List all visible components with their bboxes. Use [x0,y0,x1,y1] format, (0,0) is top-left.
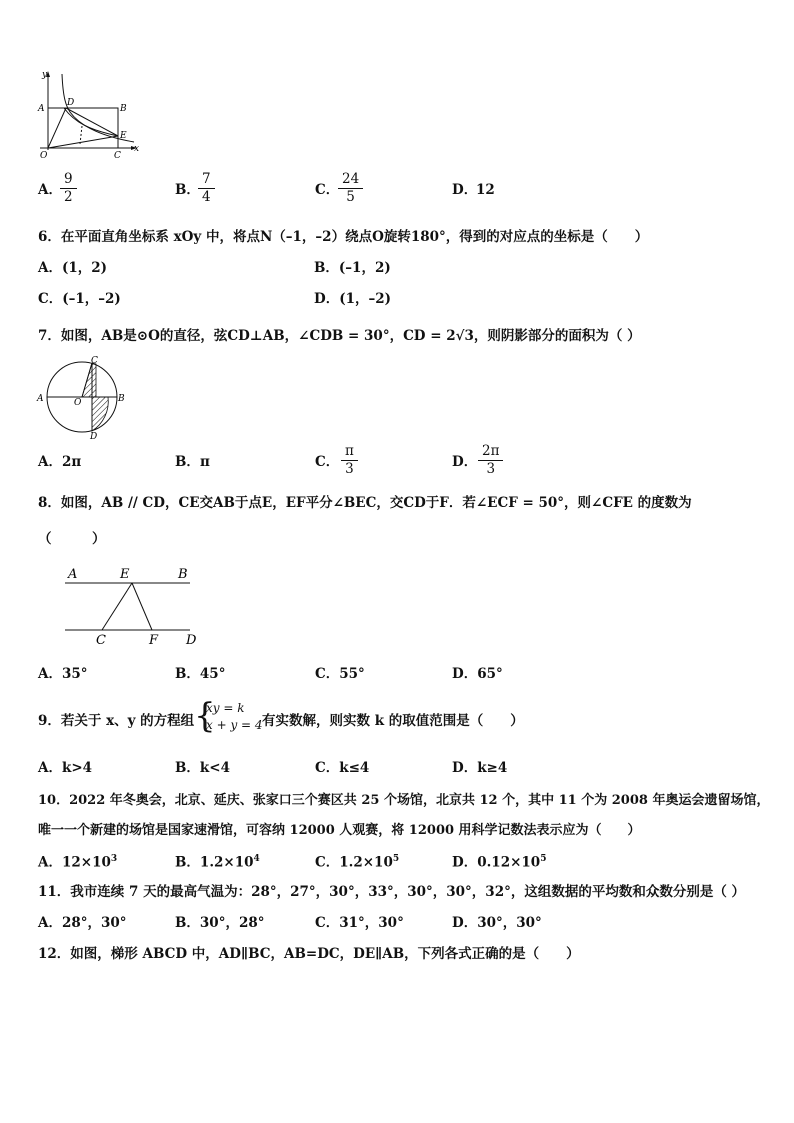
option-letter: A． [38,854,62,871]
q8-label-C: C [96,633,106,648]
q5-label-O: O [40,151,48,161]
q7-shaded-lower [92,397,108,431]
q5-label-A: A [38,104,45,114]
q9-stem-pre: 9．若关于 x、y 的方程组 [38,713,195,729]
denominator: 5 [346,188,355,205]
denominator: 3 [486,460,496,477]
q10-option-c [315,855,399,870]
q7-option-c-fraction [343,444,356,477]
q11-option-b: B．30°，28° [175,915,265,931]
q5-label-B: B [120,104,127,114]
q6-option-c: C．(–1，–2) [38,291,121,307]
q9-equation-system [206,700,263,735]
q7-option-a-label: A． [38,454,62,470]
q7-label-C: C [91,356,98,366]
q9-option-b: B．k<4 [175,760,230,776]
q10-option-a [38,855,117,870]
q10-option-d [452,855,546,870]
q10-stem-line-2: 唯一一个新建的场馆是国家速滑馆，可容纳 12000 人观赛，将 12000 用科学记数法表示应为（ ） [38,823,641,838]
option-base: 12×10 [61,854,111,871]
option-exponent: 5 [540,854,547,864]
q8-segment-ce [102,583,132,630]
q5-label-C: C [114,151,121,161]
q7-label-B: B [118,394,125,404]
q8-option-c: C．55° [315,666,365,682]
q9-equation-1: xy = k [206,701,245,715]
q9-equation-2: x + y = 4 [206,718,263,733]
q6-option-d: D．(1，–2) [314,291,392,307]
q7-shaded-upper [82,363,96,397]
q5-option-a-label: A． [38,182,62,198]
q8-label-D: D [186,633,197,648]
q9-stem-post: 有实数解，则实数 k 的取值范围是（ ） [262,713,524,729]
q5-option-d-text: 12 [476,182,495,198]
option-exponent: 3 [110,854,118,864]
denominator: 4 [202,188,211,205]
denominator: 2 [64,188,73,205]
numerator: 7 [202,171,211,187]
option-exponent: 4 [253,854,260,864]
q6-option-b: B．(–1，2) [314,260,391,276]
q7-figure [34,355,129,440]
q8-option-d: D．65° [452,666,503,682]
q9-option-a: A．k>4 [38,760,93,776]
q8-label-B: B [178,567,188,582]
denominator: 3 [345,460,354,477]
q9-brace: { [194,696,216,736]
q7-option-c-label: C． [315,454,340,470]
numerator: π [345,443,354,459]
q5-option-b-label: B． [175,182,200,198]
q7-option-b-label: B． [175,454,200,470]
q8-label-A: A [68,567,78,582]
q5-label-y: y [42,70,48,80]
q5-label-E: E [120,131,127,141]
q8-label-E: E [120,567,130,582]
q5-option-a-fraction [62,172,75,205]
option-letter: D． [452,854,478,871]
option-base: 1.2×10 [199,854,254,871]
q8-option-b: B．45° [175,666,226,682]
q8-paren: （ ） [38,531,106,547]
q12-stem: 12．如图，梯形 ABCD 中，AD∥BC，AB=DC，DE∥AB，下列各式正确的是（ ） [38,946,580,962]
q5-option-c-label: C． [315,182,340,198]
option-letter: C． [315,854,340,871]
q7-option-b-text: π [200,454,210,470]
numerator: 2π [482,443,500,459]
q5-label-D: D [67,98,75,108]
q5-option-b-fraction [200,172,213,205]
q10-stem-line-1: 10．2022 年冬奥会，北京、延庆、张家口三个赛区共 25 个场馆，北京共 12 个，其中 11 个为 2008 年奥运会遗留场馆， [38,793,770,808]
q5-option-d-label: D． [452,182,478,198]
q8-label-F: F [149,633,159,648]
numerator: 24 [342,171,360,187]
q10-option-b [175,855,260,870]
q7-option-d-label: D． [452,454,478,470]
q8-figure [60,562,205,652]
q6-stem: 6．在平面直角坐标系 xOy 中，将点N（–1，–2）绕点O旋转180°，得到的对应点的坐标是（ ） [38,229,649,245]
q9-option-c: C．k≤4 [315,760,370,776]
q7-option-d-fraction [480,444,501,477]
q7-stem: 7．如图，AB是⊙O的直径，弦CD⊥AB，∠CDB = 30°，CD = 2√3，则阴影部分的面积为（ ） [38,328,641,344]
option-exponent: 5 [392,854,400,864]
numerator: 9 [64,171,73,187]
q11-option-c: C．31°，30° [315,915,404,931]
q8-option-a: A．35° [38,666,88,682]
q6-option-a: A．(1，2) [38,260,108,276]
q11-option-a: A．28°，30° [38,915,127,931]
option-letter: B． [175,854,200,871]
option-base: 1.2×10 [339,854,393,871]
q7-option-a-text: 2π [62,454,82,470]
q7-label-A: A [37,394,44,404]
q11-stem: 11．我市连续 7 天的最高气温为：28°，27°，30°，33°，30°，30°，32°，这组数据的平均数和众数分别是（ ） [38,884,746,900]
option-base: 0.12×10 [477,854,541,871]
q11-option-d: D．30°，30° [452,915,542,931]
q5-label-x: x [134,144,140,154]
q5-figure [30,68,145,163]
q7-label-D: D [90,432,98,440]
q9-option-d: D．k≥4 [452,760,508,776]
q7-label-O: O [74,398,82,408]
q8-segment-ef [132,583,152,630]
q8-stem: 8．如图，AB // CD，CE交AB于点E，EF平分∠BEC，交CD于F．若∠ECF = 50°，则∠CFE 的度数为 [38,495,692,511]
q5-option-c-fraction [340,172,361,205]
